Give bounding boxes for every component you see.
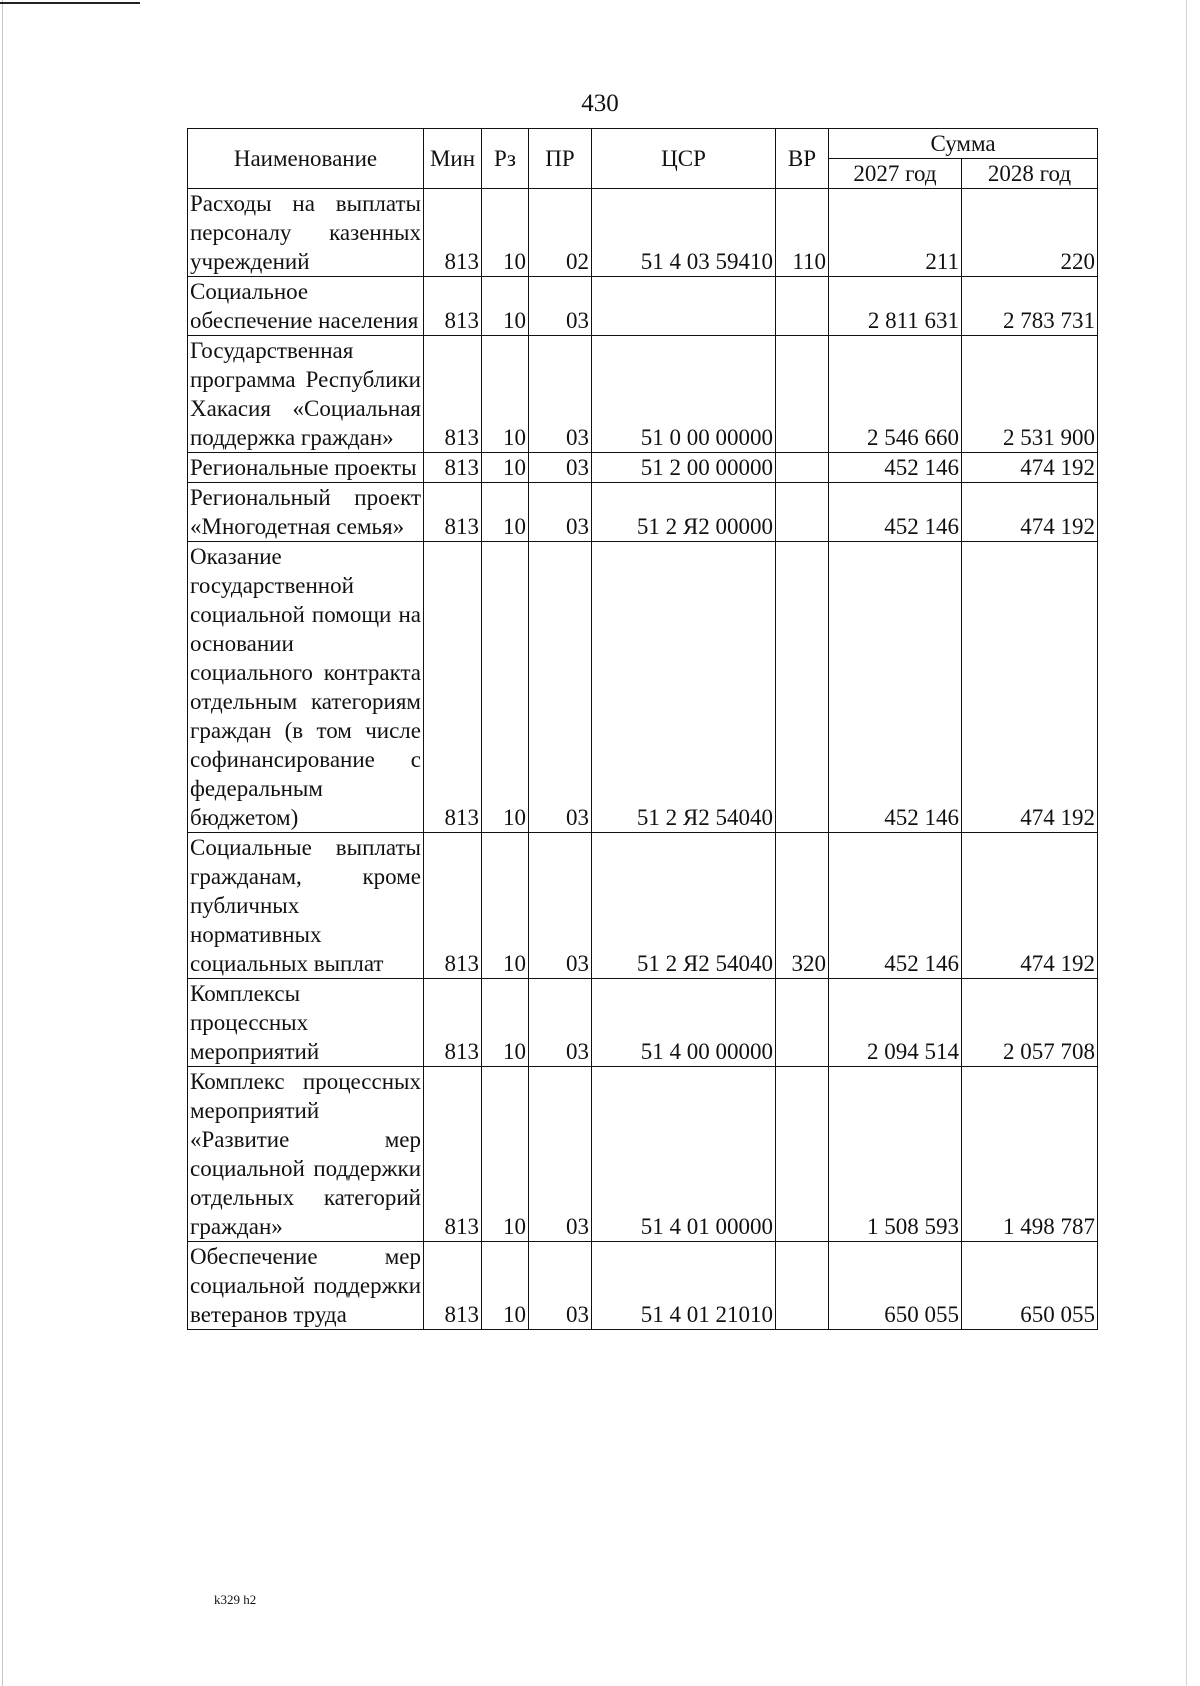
row-csr: 51 2 Я2 54040 [592,542,776,833]
row-csr: 51 2 Я2 00000 [592,483,776,542]
row-sum-2027: 452 146 [829,483,962,542]
row-csr [592,277,776,336]
row-min: 813 [424,979,482,1067]
row-pr: 03 [529,979,592,1067]
row-rz: 10 [482,483,529,542]
header-sum: Сумма [829,129,1098,159]
table-row [188,1067,1098,1242]
row-pr: 03 [529,833,592,979]
row-sum-2027: 2 094 514 [829,979,962,1067]
row-sum-2028: 474 192 [962,453,1098,483]
row-min: 813 [424,189,482,277]
row-rz: 10 [482,189,529,277]
row-rz: 10 [482,336,529,453]
row-vr: 110 [776,189,829,277]
row-vr [776,1242,829,1330]
row-csr: 51 2 Я2 54040 [592,833,776,979]
row-min: 813 [424,1067,482,1242]
budget-table [187,128,1098,1330]
row-sum-2027: 650 055 [829,1242,962,1330]
row-sum-2027: 211 [829,189,962,277]
row-vr [776,453,829,483]
row-min: 813 [424,336,482,453]
row-min: 813 [424,483,482,542]
table-row [188,277,1098,336]
row-name: Социальное обеспечение населения [188,277,424,336]
row-rz: 10 [482,1242,529,1330]
row-sum-2027: 2 546 660 [829,336,962,453]
table-row [188,833,1098,979]
row-min: 813 [424,277,482,336]
header-csr: ЦСР [592,129,776,189]
header-row [188,129,1098,159]
row-rz: 10 [482,833,529,979]
row-pr: 03 [529,453,592,483]
header-year-2028: 2028 год [962,159,1098,189]
row-rz: 10 [482,1067,529,1242]
row-sum-2027: 1 508 593 [829,1067,962,1242]
row-name: Комплексы процессных мероприятий [188,979,424,1067]
scan-edge-top [0,2,140,4]
row-rz: 10 [482,979,529,1067]
row-csr: 51 4 01 00000 [592,1067,776,1242]
row-pr: 03 [529,336,592,453]
row-csr: 51 2 00 00000 [592,453,776,483]
row-name: Региональный проект «Многодетная семья» [188,483,424,542]
row-name: Расходы на выплаты персоналу казенных учреждений [188,189,424,277]
row-csr: 51 4 01 21010 [592,1242,776,1330]
header-name: Наименование [188,129,424,189]
row-min: 813 [424,1242,482,1330]
row-pr: 02 [529,189,592,277]
row-sum-2028: 474 192 [962,833,1098,979]
page-number: 430 [581,90,619,117]
row-sum-2027: 452 146 [829,453,962,483]
header-min: Мин [424,129,482,189]
header-rz: Рз [482,129,529,189]
row-min: 813 [424,833,482,979]
row-sum-2028: 220 [962,189,1098,277]
row-name: Обеспечение мер социальной поддержки ветеранов труда [188,1242,424,1330]
row-sum-2028: 474 192 [962,483,1098,542]
row-min: 813 [424,542,482,833]
row-vr [776,542,829,833]
row-name: Оказание государственной социальной помощи на основании социального контракта отдельным категориям граждан (в том числе софинансирование с федеральным бюджетом) [188,542,424,833]
row-name: Комплекс процессных мероприятий «Развитие мер социальной поддержки отдельных категорий граждан» [188,1067,424,1242]
row-pr: 03 [529,277,592,336]
row-min: 813 [424,453,482,483]
row-pr: 03 [529,542,592,833]
row-name: Социальные выплаты гражданам, кроме публичных нормативных социальных выплат [188,833,424,979]
table-body [188,189,1098,1330]
row-name: Государственная программа Республики Хакасия «Социальная поддержка граждан» [188,336,424,453]
row-vr [776,1067,829,1242]
header-year-2027: 2027 год [829,159,962,189]
header-pr: ПР [529,129,592,189]
row-sum-2028: 2 057 708 [962,979,1098,1067]
row-sum-2027: 2 811 631 [829,277,962,336]
header-vr: ВР [776,129,829,189]
row-sum-2028: 2 783 731 [962,277,1098,336]
table-row [188,453,1098,483]
row-rz: 10 [482,277,529,336]
row-vr: 320 [776,833,829,979]
row-pr: 03 [529,1067,592,1242]
table-row [188,542,1098,833]
scan-edge-left [2,0,3,1686]
table-row [188,483,1098,542]
row-rz: 10 [482,542,529,833]
row-sum-2028: 650 055 [962,1242,1098,1330]
scan-edge-right [1186,0,1187,1686]
row-csr: 51 4 00 00000 [592,979,776,1067]
footer-code: k329 h2 [214,1592,257,1607]
row-sum-2028: 474 192 [962,542,1098,833]
row-sum-2028: 2 531 900 [962,336,1098,453]
row-vr [776,277,829,336]
row-pr: 03 [529,483,592,542]
row-name: Региональные проекты [188,453,424,483]
row-vr [776,336,829,453]
table-row [188,979,1098,1067]
row-csr: 51 0 00 00000 [592,336,776,453]
row-vr [776,979,829,1067]
row-sum-2028: 1 498 787 [962,1067,1098,1242]
table-row [188,1242,1098,1330]
row-sum-2027: 452 146 [829,833,962,979]
row-csr: 51 4 03 59410 [592,189,776,277]
row-sum-2027: 452 146 [829,542,962,833]
table-row [188,189,1098,277]
row-vr [776,483,829,542]
row-pr: 03 [529,1242,592,1330]
row-rz: 10 [482,453,529,483]
table-row [188,336,1098,453]
